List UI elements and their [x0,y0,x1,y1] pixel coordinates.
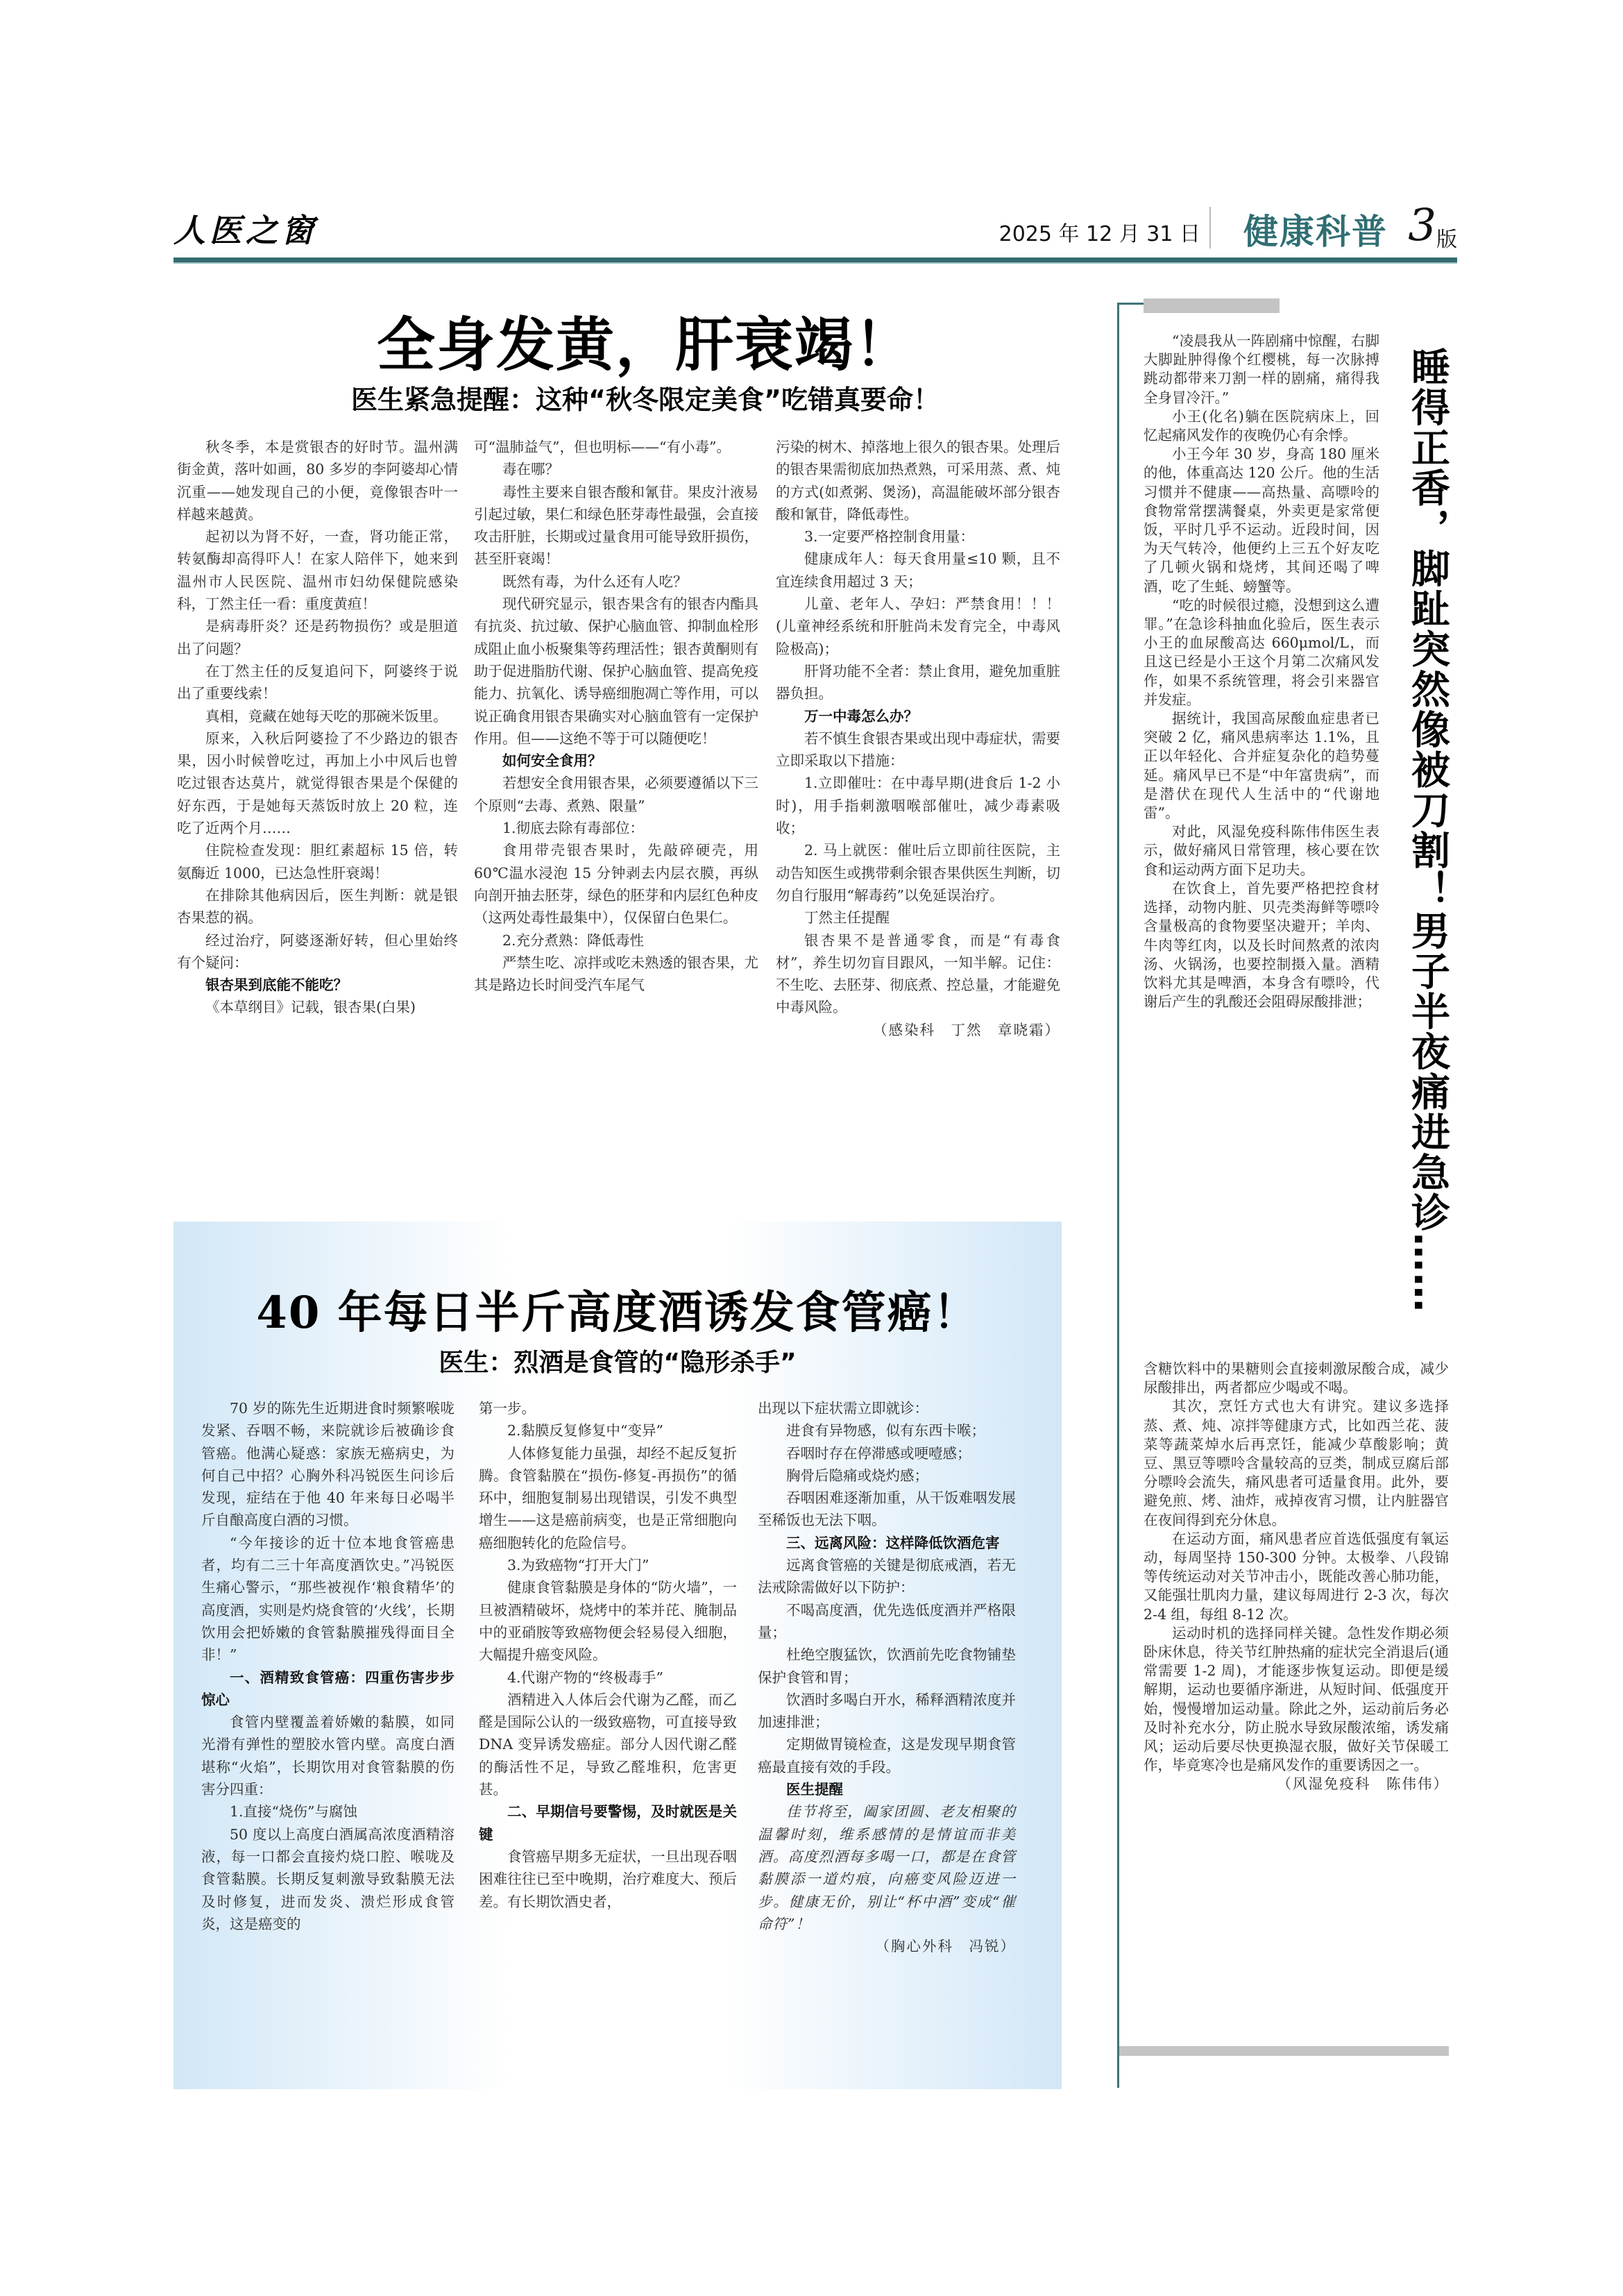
divider [1209,207,1211,248]
paragraph: 对此，风湿免疫科陈伟伟医生表示，做好痛风日常管理，核心要在饮食和运动两方面下足功夫。 [1144,823,1379,878]
section-heading: 三、远离风险：这样降低饮酒危害 [786,1534,1000,1551]
paragraph: 健康食管黏膜是身体的“防火墙”，一旦被酒精破坏，烧烤中的苯并芘、腌制品中的亚硝胺等致癌物便会轻易侵入细胞，大幅提升癌变风险。 [479,1579,737,1664]
paragraph: 食管内壁覆盖着娇嫩的黏膜，如同光滑有弹性的塑胶水管内壁。高度白酒堪称“火焰”，长期饮用对食管黏膜的伤害分四重： [201,1714,454,1798]
paragraph: 既然有毒，为什么还有人吃？ [502,573,688,590]
article3-title: 睡得正香，脚趾突然像被刀割！男子半夜痛进急诊…… [1405,347,1450,1313]
paragraph: 起初以为肾不好，一查，肾功能正常，转氨酶却高得吓人！在家人陪伴下，她来到温州市人民医院、温州市妇幼保健院感染科，丁然主任一看：重度黄疸！ [177,528,458,613]
paragraph: 1.直接“烧伤”与腐蚀 [230,1803,358,1821]
section-heading: 二、早期信号要警惕，及时就医是关键 [479,1803,737,1843]
paragraph: 1.立即催吐：在中毒早期(进食后 1-2 小时)，用手指刺激咽喉部催吐，减少毒素吸收； [776,775,1060,837]
paragraph: 杜绝空腹猛饮，饮酒前先吃食物铺垫保护食管和胃； [758,1646,1016,1686]
paragraph: 是病毒肝炎？还是药物损伤？或是胆道出了问题？ [177,618,458,657]
paragraph: 第一步。 [479,1400,536,1417]
paragraph: 运动时机的选择同样关键。急性发作期必须卧床休息，待关节红肿热痛的症状完全消退后(通常需要 1-2 周)，才能逐步恢复运动。即便是缓解期，运动也要循序渐进，从短时间、低强度开始，慢慢增加运动量。除此之外，运动前后务必及时补充水分，防止脱水导致尿酸浓缩，诱发痛风；运动后要尽快更换湿衣服，做好关节保暖工作，毕竟寒冷也是痛风发作的重要诱因之一。 [1144,1624,1449,1774]
section-heading: 如何安全食用？ [502,752,602,770]
section-heading: 银杏果到底能不能吃？ [205,977,348,994]
paragraph: 定期做胃镜检查，这是发现早期食管癌最直接有效的手段。 [758,1736,1016,1775]
paragraph: 食用带壳银杏果时，先敲碎硬壳，用 60℃温水浸泡 15 分钟剥去内层衣膜，再纵向剖开抽去胚芽，绿色的胚芽和内层红色种皮（这两处毒性最集中），仅保留白色果仁。 [474,842,758,927]
paragraph: 2.黏膜反复修复中“变异” [507,1422,664,1440]
byline: （风湿免疫科 陈伟伟） [1277,1775,1449,1793]
article1-title: 全身发黄，肝衰竭！ [376,311,914,379]
paragraph: 住院检查发现：胆红素超标 15 倍，转氨酶近 1000，已达急性肝衰竭！ [177,842,458,881]
paragraph: 2. 马上就医：催吐后立即前往医院，主动告知医生或携带剩余银杏果供医生判断，切勿自行服用“解毒药”以免延误治疗。 [776,842,1060,904]
paragraph: 含糖饮料中的果糖则会直接刺激尿酸合成，减少尿酸排出，两者都应少喝或不喝。 [1144,1360,1449,1396]
paragraph: 污染的树木、掉落地上很久的银杏果。处理后的银杏果需彻底加热煮熟，可采用蒸、煮、炖的方式(如煮粥、煲汤)，高温能破坏部分银杏酸和氰苷，降低毒性。 [776,439,1060,523]
article1-column-3 [776,436,1060,1041]
paragraph: 在排除其他病因后，医生判断：就是银杏果惹的祸。 [177,886,458,927]
section-title: 健康科普 [1243,212,1388,252]
paragraph: 2.充分煮熟：降低毒性 [502,931,645,949]
paragraph: 小王今年 30 岁，身高 180 厘米的他，体重高达 120 公斤。他的生活习惯并不健康——高热量、高嘌呤的食物常常摆满餐桌，外卖更是家常便饭，平时几乎不运动。近段时间，因为天气转冷，他便约上三五个好友吃了几顿火锅和烧烤，其间还喝了啤酒，吃了生蚝、螃蟹等。 [1144,446,1379,595]
paragraph: 儿童、老年人、孕妇：严禁食用！！！(儿童神经系统和肝脏尚未发育完全，中毒风险极高)； [776,596,1060,657]
masthead [173,201,1457,264]
article1-column-2 [474,436,758,996]
paragraph: 现代研究显示，银杏果含有的银杏内酯具有抗炎、抗过敏、保护心脑血管、抑制血栓形成阻止血小板聚集等药理活性；银杏黄酮则有助于促进脂肪代谢、保护心脑血管、提高免疫能力、抗氧化、诱导癌细胞凋亡等作用，可以说正确食用银杏果确实对心脑血管有一定保护作用。但——这绝不等于可以随便吃！ [474,596,758,747]
paragraph: 70 岁的陈先生近期进食时频繁喉咙发紧、吞咽不畅，来院就诊后被确诊食管癌。他满心疑惑：家族无癌病史，为何自己中招？心胸外科冯锐医生问诊后发现，症结在于他 40 年来每日必喝半斤自酿高度白酒的习惯。 [201,1400,454,1529]
paragraph: 肝肾功能不全者：禁止食用，避免加重脏器负担。 [776,662,1060,702]
paragraph: 毒在哪？ [502,461,559,478]
article3-top-bar [1144,298,1280,313]
paragraph: 酒精进入人体后会代谢为乙醛，而乙醛是国际公认的一级致癌物，可直接导致 DNA 变异诱发癌症。部分人因代谢乙醛的酶活性不足，导致乙醛堆积，危害更甚。 [479,1691,737,1798]
paragraph: 若想安全食用银杏果，必须要遵循以下三个原则“去毒、煮熟、限量” [474,775,758,814]
byline: （胸心外科 冯锐） [875,1938,1016,1955]
paragraph: 银杏果不是普通零食，而是“有毒食材”，养生切勿盲目跟风，一知半解。记住：不生吃、去胚芽、彻底煮、控总量，才能避免中毒风险。 [776,931,1060,1016]
paragraph: “凌晨我从一阵剧痛中惊醒，右脚大脚趾肿得像个红樱桃，每一次脉搏跳动都带来刀割一样的剧痛，痛得我全身冒冷汗。” [1144,332,1379,406]
article2-column-1 [201,1397,454,1935]
paragraph: 3.一定要严格控制食用量： [804,528,975,546]
byline: （感染科 丁然 章晓霜） [873,1021,1060,1038]
article3-column-wide [1144,1360,1449,1794]
paragraph: 原来，入秋后阿婆捡了不少路边的银杏果，因小时候曾吃过，再加上小中风后也曾吃过银杏达莫片，就觉得银杏果是个保健的好东西，于是她每天蒸饭时放上 20 粒，连吃了近两个月…… [177,729,458,837]
paragraph: 人体修复能力虽强，却经不起反复折腾。食管黏膜在“损伤-修复-再损伤”的循环中，细胞复制易出现错误，引发不典型增生——这是癌前病变，也是正常细胞向癌细胞转化的危险信号。 [479,1444,737,1551]
paragraph: 在丁然主任的反复追问下，阿婆终于说出了重要线索！ [177,662,458,702]
paragraph: 胸骨后隐痛或烧灼感； [786,1467,928,1484]
paragraph: 饮酒时多喝白开水，稀释酒精浓度并加速排泄； [758,1691,1016,1731]
article2-column-2 [479,1397,737,1913]
article2-title: 40 年每日半斤高度酒诱发食管癌！ [256,1287,979,1339]
paragraph: 出现以下症状需立即就诊： [758,1400,928,1417]
paragraph: 毒性主要来自银杏酸和氰苷。果皮汁液易引起过敏，果仁和绿色胚芽毒性最强，会直接攻击肝脏，长期或过量食用可能导致肝损伤，甚至肝衰竭！ [474,483,758,568]
newspaper-logo: 人医之窗 [173,212,318,249]
article2-subtitle: 医生：烈酒是食管的“隐形杀手” [439,1349,797,1377]
paragraph: 若不慎生食银杏果或出现中毒症状，需要立即采取以下措施： [776,729,1060,770]
paragraph: 3.为致癌物“打开大门” [507,1557,649,1574]
paragraph: 50 度以上高度白酒属高浓度酒精溶液，每一口都会直接灼烧口腔、喉咙及食管黏膜。长期反复刺激导致黏膜无法及时修复，进而发炎、溃烂形成食管炎，这是癌变的 [201,1825,454,1932]
paragraph: 进食有异物感，似有东西卡喉； [786,1422,985,1440]
section-heading: 医生提醒 [786,1781,843,1798]
section-heading: 一、酒精致食管癌：四重伤害步步惊心 [201,1669,454,1708]
paragraph: 《本草纲目》记载，银杏果(白果) [205,999,416,1016]
paragraph: 远离食管癌的关键是彻底戒酒，若无法戒除需做好以下防护： [758,1557,1016,1596]
paragraph: 小王(化名)躺在医院病床上，回忆起痛风发作的夜晚仍心有余悸。 [1144,407,1379,444]
paragraph: 据统计，我国高尿酸血症患者已突破 2 亿，痛风患病率达 1.1%，且正以年轻化、合并症复杂化的趋势蔓延。痛风早已不是“中年富贵病”，而是潜伏在现代人生活中的“代谢地雷”。 [1144,710,1379,822]
paragraph: 经过治疗，阿婆逐渐好转，但心里始终有个疑问： [177,931,458,971]
paragraph: 可“温肺益气”，但也明标——“有小毒”。 [474,439,731,455]
article3-bottom-bar [1119,2046,1449,2056]
article3-column-narrow [1144,332,1379,1011]
paragraph: 严禁生吃、凉拌或吃未熟透的银杏果，尤其是路边长时间受汽车尾气 [474,954,758,994]
section-heading: 万一中毒怎么办？ [804,707,918,725]
paragraph: 吞咽时存在停滞感或哽噎感； [786,1444,971,1462]
paragraph: 健康成年人：每天食用量≤10 颗，且不宜连续食用超过 3 天； [776,550,1060,590]
article2-column-3 [758,1397,1016,1957]
paragraph: 不喝高度酒，优先选低度酒并严格限量； [758,1601,1016,1641]
issue-date: 2025 年 12 月 31 日 [999,222,1200,246]
paragraph: “今年接诊的近十位本地食管癌患者，均有二三十年高度酒饮史。”冯锐医生痛心警示，“那些被视作‘粮食精华’的高度酒，实则是灼烧食管的‘火线’，长期饮用会把娇嫩的食管黏膜摧残得面目全非！” [201,1534,454,1664]
masthead-rule [173,258,1457,264]
paragraph: 4.代谢产物的“终极毒手” [507,1669,664,1686]
paragraph: 食管癌早期多无症状，一旦出现吞咽困难往往已至中晚期，治疗难度大、预后差。有长期饮酒史者， [479,1848,737,1910]
paragraph: “吃的时候很过瘾，没想到这么遭罪。”在急诊科抽血化验后，医生表示小王的血尿酸高达 660μmol/L，而且这已经是小王这个月第二次痛风发作，如果不系统管理，将会引来器官并发症。 [1144,596,1379,708]
article1-column-1 [177,436,458,1019]
article1-subtitle: 医生紧急提醒：这种“秋冬限定美食”吃错真要命！ [351,385,940,415]
paragraph: 1.彻底去除有毒部位： [502,820,645,837]
reminder-paragraph: 佳节将至，阖家团圆、老友相聚的温馨时刻，维系感情的是情谊而非美酒。高度烈酒每多喝一口，都是在食管黏膜添一道灼痕，向癌变风险迈进一步。健康无价，别让“杯中酒”变成“催命符”！ [758,1803,1016,1932]
paragraph: 真相，竟藏在她每天吃的那碗米饭里。 [205,707,448,725]
paragraph: 丁然主任提醒 [804,909,890,927]
page-number: 3 [1408,200,1436,251]
paragraph: 在饮食上，首先要严格把控食材选择，动物内脏、贝壳类海鲜等嘌呤含量极高的食物要坚决避开；羊肉、牛肉等红肉，以及长时间熬煮的浓肉汤、火锅汤，也要控制摄入量。酒精饮料尤其是啤酒，本身含有嘌呤，代谢后产生的乳酸还会阻碍尿酸排泄； [1144,879,1379,1011]
paragraph: 秋冬季，本是赏银杏的好时节。温州满街金黄，落叶如画，80 多岁的李阿婆却心情沉重——她发现自己的小便，竟像银杏叶一样越来越黄。 [177,439,458,523]
paragraph: 在运动方面，痛风患者应首选低强度有氧运动，每周坚持 150-300 分钟。太极拳、八段锦等传统运动对关节冲击小，既能改善心肺功能，又能强壮肌肉力量，建议每周进行 2-3 次，每次 2-4 组，每组 8-12 次。 [1144,1530,1449,1623]
article3-frame-top [1117,303,1145,305]
paragraph: 其次，烹饪方式也大有讲究。建议多选择蒸、煮、炖、凉拌等健康方式，比如西兰花、菠菜等蔬菜焯水后再烹饪，能减少草酸影响；黄豆、黑豆等嘌呤含量较高的豆类，制成豆腐后部分嘌呤会流失，痛风患者可适量食用。此外，要避免煎、烤、油炸，戒掉夜宵习惯，让内脏器官在夜间得到充分休息。 [1144,1398,1449,1528]
paragraph: 吞咽困难逐渐加重，从干饭难咽发展至稀饭也无法下咽。 [758,1489,1016,1529]
page-suffix: 版 [1436,228,1457,252]
